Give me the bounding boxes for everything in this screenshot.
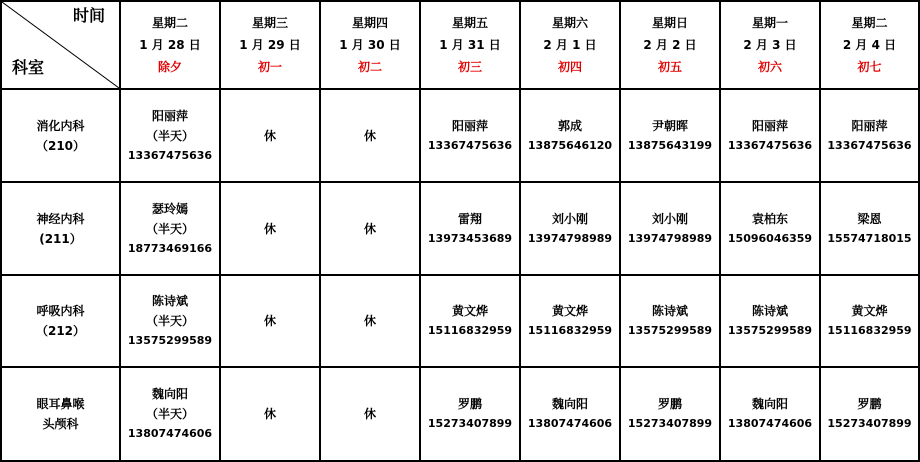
duty-cell: [720, 182, 820, 275]
phone-number: 13367475636: [827, 138, 912, 152]
rest-cell: [320, 89, 420, 182]
rest-label: 休: [363, 407, 376, 421]
doctor-name: 黄文烨: [551, 304, 588, 318]
dept-label: 科室: [12, 58, 45, 77]
rest-label: 休: [363, 221, 376, 236]
date: 2 月 2 日: [643, 38, 697, 52]
department-cell: [1, 89, 120, 182]
duty-cell: [120, 182, 220, 275]
table-row: [1, 275, 919, 367]
weekday: 星期一: [751, 16, 788, 30]
weekday: 星期四: [351, 16, 388, 30]
lunar-date: 初二: [357, 60, 382, 74]
weekday: 星期二: [851, 16, 888, 30]
duty-cell: [820, 89, 919, 182]
phone-number: 13367475636: [427, 138, 513, 152]
date: 2 月 3 日: [743, 38, 797, 52]
doctor-name: 陈诗斌: [151, 294, 188, 308]
doctor-name: 魏向阳: [751, 397, 788, 411]
date: 1 月 30 日: [339, 38, 401, 52]
department-name: 神经内科: [36, 211, 85, 226]
duty-cell: [720, 367, 820, 461]
date: 2 月 1 日: [543, 38, 597, 52]
lunar-date: 除夕: [157, 60, 182, 74]
phone-number: 13575299589: [727, 324, 813, 337]
doctor-name: 梁恩: [857, 211, 882, 226]
doctor-name: 阳丽萍: [151, 108, 188, 123]
table-row: [1, 89, 919, 182]
date: 1 月 31 日: [439, 38, 501, 52]
rest-label: 休: [263, 407, 276, 421]
doctor-name: 阳丽萍: [451, 118, 488, 133]
phone-number: 13974798989: [627, 231, 713, 245]
rest-cell: [320, 275, 420, 367]
phone-number: 13367475636: [127, 148, 213, 162]
duty-cell: [420, 89, 520, 182]
doctor-name: 刘小刚: [651, 211, 688, 226]
doctor-name: 阳丽萍: [851, 118, 888, 133]
date-column-header: [720, 1, 820, 89]
phone-number: 15273407899: [427, 417, 513, 430]
phone-number: 15116832959: [427, 324, 513, 337]
duty-cell: [120, 275, 220, 367]
rest-cell: [320, 367, 420, 461]
duty-cell: [620, 367, 720, 461]
duty-cell: [620, 275, 720, 367]
phone-number: 15273407899: [827, 417, 912, 430]
duty-cell: [720, 275, 820, 367]
phone-number: 15116832959: [827, 324, 912, 337]
phone-number: 15273407899: [627, 417, 713, 430]
doctor-name: 瑟玲嫣: [151, 201, 188, 216]
doctor-name: 黄文烨: [451, 304, 488, 318]
doctor-name: 雷翔: [457, 211, 482, 226]
department-room: (211）: [39, 231, 82, 246]
doctor-name: 黄文烨: [851, 304, 888, 318]
duty-cell: [820, 275, 919, 367]
department-room: 头颅科: [42, 417, 79, 431]
duty-cell: [820, 367, 919, 461]
rest-cell: [220, 182, 320, 275]
date: 1 月 28 日: [139, 38, 201, 52]
doctor-name: 陈诗斌: [651, 304, 688, 318]
department-room: （210）: [35, 138, 86, 153]
weekday: 星期日: [651, 16, 688, 30]
doctor-name: 罗鹏: [457, 397, 482, 411]
shift-note: （半天）: [145, 314, 194, 328]
doctor-name: 阳丽萍: [751, 118, 788, 133]
rest-label: 休: [363, 128, 376, 143]
rest-label: 休: [263, 128, 276, 143]
phone-number: 15574718015: [827, 231, 912, 245]
phone-number: 15096046359: [727, 231, 813, 245]
lunar-date: 初四: [557, 60, 582, 74]
shift-note: （半天）: [145, 407, 194, 421]
rest-label: 休: [263, 314, 276, 328]
duty-cell: [820, 182, 919, 275]
rest-label: 休: [263, 221, 276, 236]
duty-cell: [420, 275, 520, 367]
lunar-date: 初七: [857, 60, 882, 74]
date-column-header: [820, 1, 919, 89]
weekday: 星期三: [251, 16, 288, 30]
department-name: 消化内科: [36, 118, 85, 133]
duty-cell: [120, 367, 220, 461]
phone-number: 13367475636: [727, 138, 813, 152]
doctor-name: 刘小刚: [551, 211, 588, 226]
rest-cell: [320, 182, 420, 275]
duty-cell: [420, 182, 520, 275]
doctor-name: 郭成: [557, 118, 582, 133]
department-name: 眼耳鼻喉: [36, 397, 85, 411]
weekday: 星期五: [451, 16, 488, 30]
phone-number: 13575299589: [127, 334, 213, 347]
date-column-header: [620, 1, 720, 89]
duty-cell: [520, 367, 620, 461]
rest-cell: [220, 367, 320, 461]
duty-cell: [120, 89, 220, 182]
doctor-name: 尹朝晖: [651, 118, 688, 133]
phone-number: 13807474606: [727, 417, 813, 430]
time-label: 时间: [72, 6, 105, 25]
weekday: 星期六: [551, 16, 588, 30]
duty-cell: [520, 275, 620, 367]
doctor-name: 魏向阳: [151, 387, 188, 401]
department-room: （212）: [35, 324, 86, 338]
phone-number: 13973453689: [427, 231, 513, 245]
duty-cell: [520, 182, 620, 275]
corner-cell: [1, 1, 120, 89]
department-cell: [1, 182, 120, 275]
lunar-date: 初三: [457, 60, 482, 74]
department-name: 呼吸内科: [36, 304, 85, 318]
phone-number: 13575299589: [627, 324, 713, 337]
rest-label: 休: [363, 314, 376, 328]
shift-note: （半天）: [145, 128, 194, 143]
shift-note: （半天）: [145, 221, 194, 236]
lunar-date: 初一: [257, 60, 282, 74]
doctor-name: 陈诗斌: [751, 304, 788, 318]
rest-cell: [220, 275, 320, 367]
rest-cell: [220, 89, 320, 182]
date: 2 月 4 日: [842, 38, 897, 52]
doctor-name: 袁柏东: [751, 211, 788, 226]
doctor-name: 罗鹏: [657, 397, 682, 411]
date-column-header: [120, 1, 220, 89]
department-cell: [1, 367, 120, 461]
department-cell: [1, 275, 120, 367]
date-column-header: [520, 1, 620, 89]
date-column-header: [220, 1, 320, 89]
table-row: [1, 367, 919, 461]
date-column-header: [320, 1, 420, 89]
phone-number: 13875646120: [527, 138, 613, 152]
duty-cell: [720, 89, 820, 182]
weekday: 星期二: [151, 16, 188, 30]
phone-number: 15116832959: [527, 324, 613, 337]
lunar-date: 初六: [757, 60, 782, 74]
phone-number: 13875643199: [627, 138, 713, 152]
date: 1 月 29 日: [239, 38, 301, 52]
phone-number: 13974798989: [527, 231, 613, 245]
lunar-date: 初五: [657, 60, 682, 74]
duty-cell: [520, 89, 620, 182]
duty-cell: [620, 182, 720, 275]
doctor-name: 魏向阳: [551, 397, 588, 411]
header-row: [1, 1, 919, 89]
table-row: [1, 182, 919, 275]
phone-number: 18773469166: [127, 241, 213, 255]
doctor-name: 罗鹏: [857, 397, 882, 411]
phone-number: 13807474606: [527, 417, 613, 430]
duty-cell: [420, 367, 520, 461]
duty-cell: [620, 89, 720, 182]
phone-number: 13807474606: [127, 427, 213, 440]
date-column-header: [420, 1, 520, 89]
